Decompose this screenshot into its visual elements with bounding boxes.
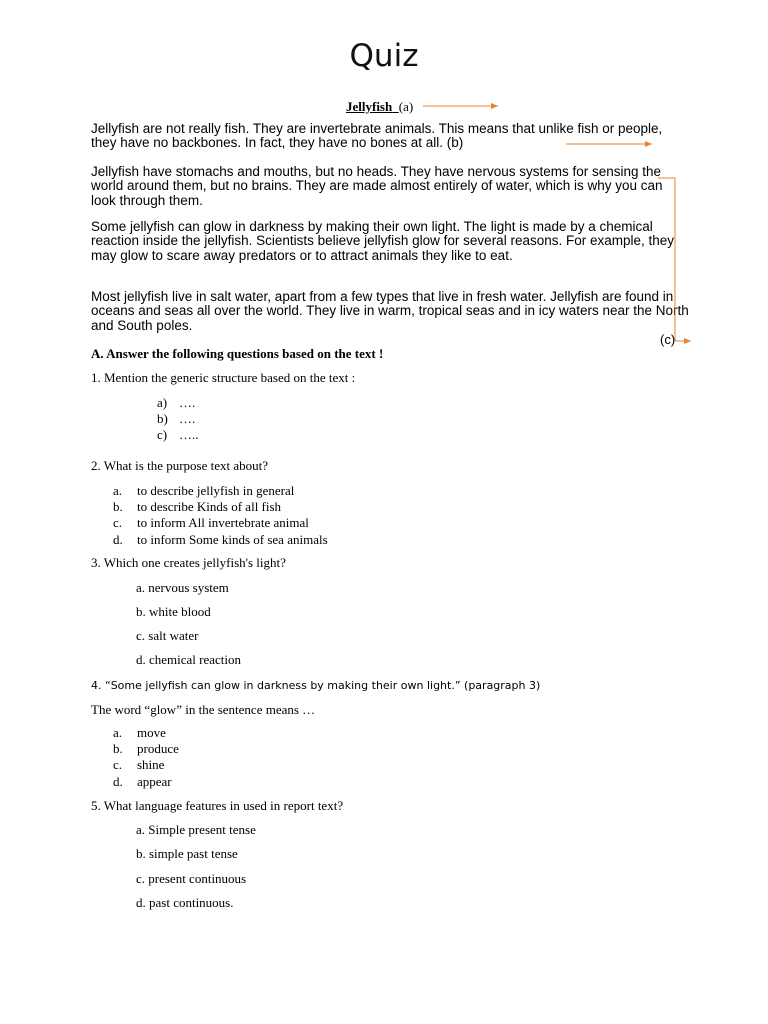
option-marker: a. xyxy=(113,483,123,498)
option-item xyxy=(113,532,328,548)
list-item xyxy=(157,427,199,443)
option-item: a. nervous system xyxy=(136,580,229,595)
option-text: to inform Some kinds of sea animals xyxy=(137,531,328,547)
page-title: Quiz xyxy=(349,38,419,74)
option-marker: c. xyxy=(113,757,123,773)
structure-marker-c: (c) xyxy=(660,332,676,347)
list-text: ….. xyxy=(179,427,199,443)
list-item xyxy=(157,395,199,411)
list-marker: a) xyxy=(157,395,168,410)
option-text: to describe jellyfish in general xyxy=(137,483,295,498)
option-marker: b. xyxy=(113,499,123,515)
passage-title-text: Jellyfish xyxy=(346,99,393,114)
option-text: shine xyxy=(137,757,165,773)
question-2: 2. What is the purpose text about? xyxy=(91,458,269,473)
option-item xyxy=(113,774,179,790)
question-4-stem: The word “glow” in the sentence means … xyxy=(91,702,316,717)
option-item xyxy=(113,499,328,515)
question-1: 1. Mention the generic structure based on the text : xyxy=(91,370,356,385)
option-marker: d. xyxy=(113,531,123,547)
option-item: b. simple past tense xyxy=(136,846,238,861)
option-marker: d. xyxy=(113,773,123,789)
question-3: 3. Which one creates jellyfish's light? xyxy=(91,555,286,570)
list-text: …. xyxy=(179,411,196,427)
question-4: 4. “Some jellyfish can glow in darkness by making their own light.” (paragraph 3) xyxy=(91,679,541,692)
list-marker: c) xyxy=(157,427,168,443)
question-1-list xyxy=(157,395,199,444)
option-text: to inform All invertebrate animal xyxy=(137,515,309,531)
option-text: appear xyxy=(137,773,172,789)
question-4-options xyxy=(113,725,179,790)
question-5: 5. What language features in used in report text? xyxy=(91,798,344,813)
passage-paragraph-1: Jellyfish are not really fish. They are invertebrate animals. This means that unlike fish or people, they have no backbones. In fact, they have no bones at all. (b) xyxy=(91,121,663,151)
section-a-heading: A. Answer the following questions based on the text ! xyxy=(91,346,384,361)
option-item xyxy=(113,483,328,499)
passage-paragraph-4: Most jellyfish live in salt water, apart from a few types that live in fresh water. Jellyfish are found in oceans and seas all over the world. They live in warm, tropical seas and in icy waters near the North and South poles. xyxy=(91,289,689,333)
option-text: to describe Kinds of all fish xyxy=(137,499,282,515)
question-2-options xyxy=(113,483,328,548)
option-item: a. Simple present tense xyxy=(136,822,256,837)
passage-title-marker: (a) xyxy=(398,99,414,114)
option-marker: b. xyxy=(113,741,123,757)
option-item: d. chemical reaction xyxy=(136,652,242,667)
option-marker: c. xyxy=(113,515,123,531)
list-marker: b) xyxy=(157,411,168,427)
option-item: b. white blood xyxy=(136,604,211,619)
passage-paragraph-3: Some jellyfish can glow in darkness by making their own light. The light is made by a chemical reaction inside the jellyfish. Scientists believe jellyfish glow for several reasons. For example, they may glow to scare away predators or to attract animals they like to eat. xyxy=(91,219,675,263)
option-item xyxy=(113,757,179,773)
option-text: produce xyxy=(137,741,179,757)
option-text: move xyxy=(137,725,166,740)
option-item xyxy=(113,725,179,741)
option-marker: a. xyxy=(113,725,123,740)
option-item: c. salt water xyxy=(136,628,199,643)
list-text: …. xyxy=(179,395,196,410)
option-item xyxy=(113,515,328,531)
passage-paragraph-2: Jellyfish have stomachs and mouths, but no heads. They have nervous systems for sensing the world around them, but no brains. They are made almost entirely of water, which is why you can look through them. xyxy=(91,164,663,208)
passage-title xyxy=(346,99,413,115)
option-item xyxy=(113,741,179,757)
list-item xyxy=(157,411,199,427)
option-item: c. present continuous xyxy=(136,871,247,886)
option-item: d. past continuous. xyxy=(136,895,234,910)
